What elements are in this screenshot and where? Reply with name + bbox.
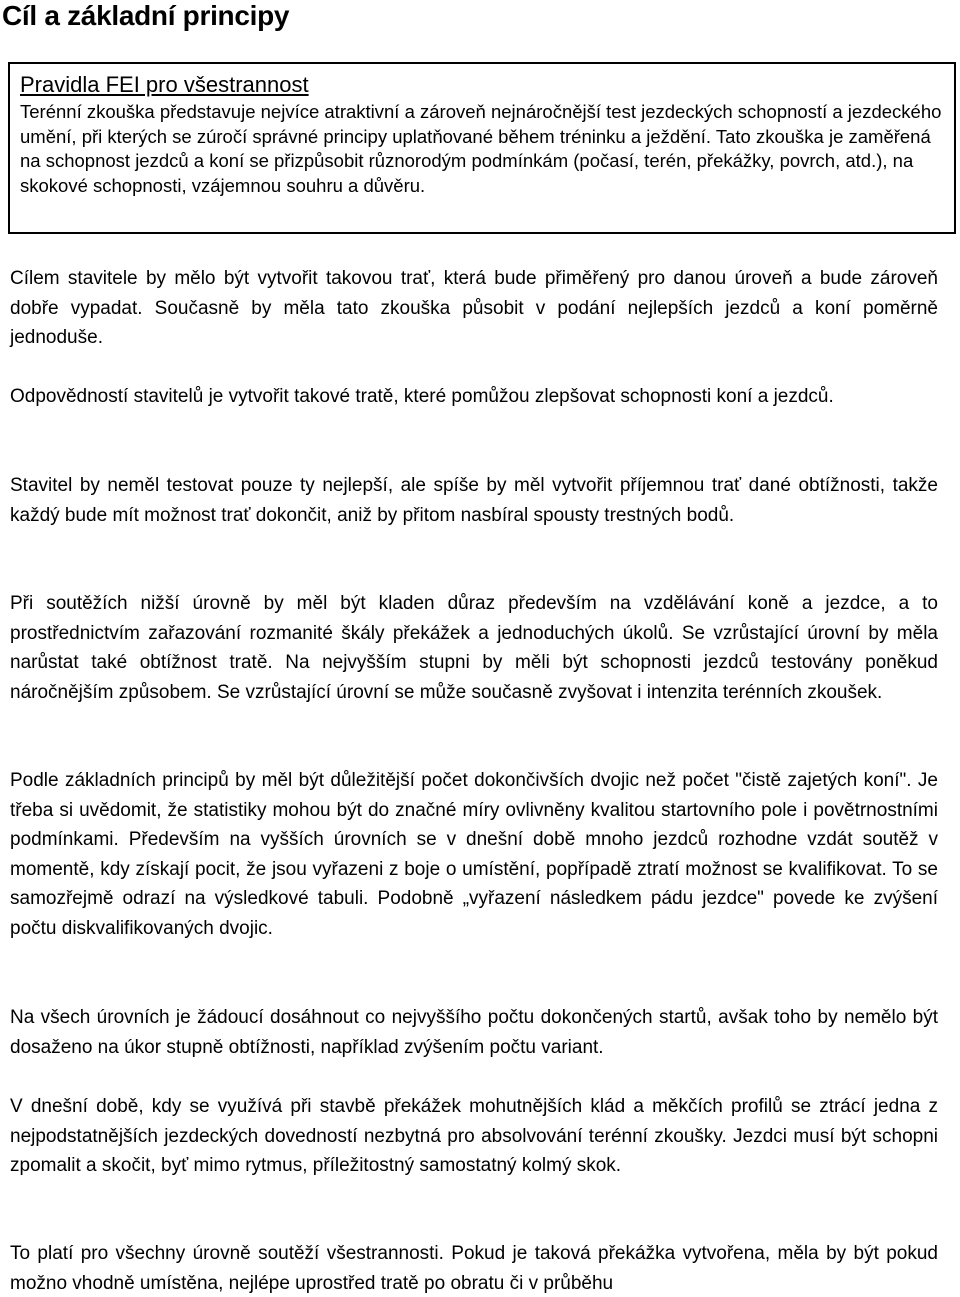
paragraph-testing: Stavitel by neměl testovat pouze ty nejlepší, ale spíše by měl vytvořit příjemnou trať dané obtížnosti, takže každý bude mít možnost trať dokončit, aniž by přitom nasbíral spousty trestných bodů. [10, 475, 938, 526]
paragraph-all-competitions: To platí pro všechny úrovně soutěží všestrannosti. Pokud je taková překážka vytvořena, měla by být pokud možno vhodně umístěna, nejlépe uprostřed tratě po obratu či v průběhu [10, 1243, 938, 1294]
rules-box-text: Terénní zkouška představuje nejvíce atraktivní a zároveň nejnáročnější test jezdeckých schopností a jezdeckého umění, při kterých se zúročí správné principy uplatňované během tréninku a ježdění. Tato zkouška je zaměřená na schopnost jezdců a koní se přizpůsobit různorodým podmínkám (počasí, terén, překážky, povrch, atd.), na skokové schopnosti, vzájemnou souhru a důvěru. [20, 101, 942, 196]
rules-box [8, 62, 956, 234]
paragraph-principles: Podle základních principů by měl být důležitější počet dokončivších dvojic než počet "čistě zajetých koní". Je třeba si uvědomit, že statistiky mohou být do značné míry ovlivněny kvalitou startovního pole i povětrnostními podmínkami. Především na vyšších úrovních se v dnešní době mnoho jezdců rozhodne vzdát soutěž v momentě, kdy získají pocit, že jsou vyřazeni z boje o umístění, popřípadě ztratí možnost se kvalifikovat. To se samozřejmě odrazí na výsledkové tabuli. Podobně „vyřazení následkem pádu jezdce" povede ke zvýšení počtu diskvalifikovaných dvojic. [10, 770, 938, 939]
paragraph-all-levels: Na všech úrovních je žádoucí dosáhnout co nejvyššího počtu dokončených startů, avšak toho by nemělo být dosaženo na úkor stupně obtížnosti, například zvýšením počtu variant. [10, 1007, 938, 1058]
paragraph-course-goal: Cílem stavitele by mělo být vytvořit takovou trať, která bude přiměřený pro danou úroveň a bude zároveň dobře vypadat. Současně by měla tato zkouška působit v podání nejlepších jezdců a koní poměrně jednoduše. [10, 268, 938, 349]
paragraph-builder-responsibility: Odpovědností stavitelů je vytvořit takové tratě, které pomůžou zlepšovat schopnosti koní a jezdců. [10, 386, 834, 407]
paragraph-modern-fences: V dnešní době, kdy se využívá při stavbě překážek mohutnějších klád a měkčích profilů se ztrácí jedna z nejpodstatnějších jezdeckých dovedností nezbytná pro absolvování terénní zkoušky. Jezdci musí být schopni zpomalit a skočit, byť mimo rytmus, příležitostný samostatný kolmý skok. [10, 1096, 938, 1177]
page-title: Cíl a základní principy [2, 0, 290, 31]
paragraph-lower-levels: Při soutěžích nižší úrovně by měl být kladen důraz především na vzdělávání koně a jezdce, a to prostřednictvím zařazování rozmanité škály překážek a jednoduchých úkolů. Se vzrůstající úrovní by měla narůstat také obtížnost tratě. Na nejvyšším stupni by měli být schopnosti jezdců testovány poněkud náročnějším způsobem. Se vzrůstající úrovní se může současně zvyšovat i intenzita terénních zkoušek. [10, 593, 938, 703]
rules-box-heading: Pravidla FEI pro všestrannost [20, 72, 309, 97]
